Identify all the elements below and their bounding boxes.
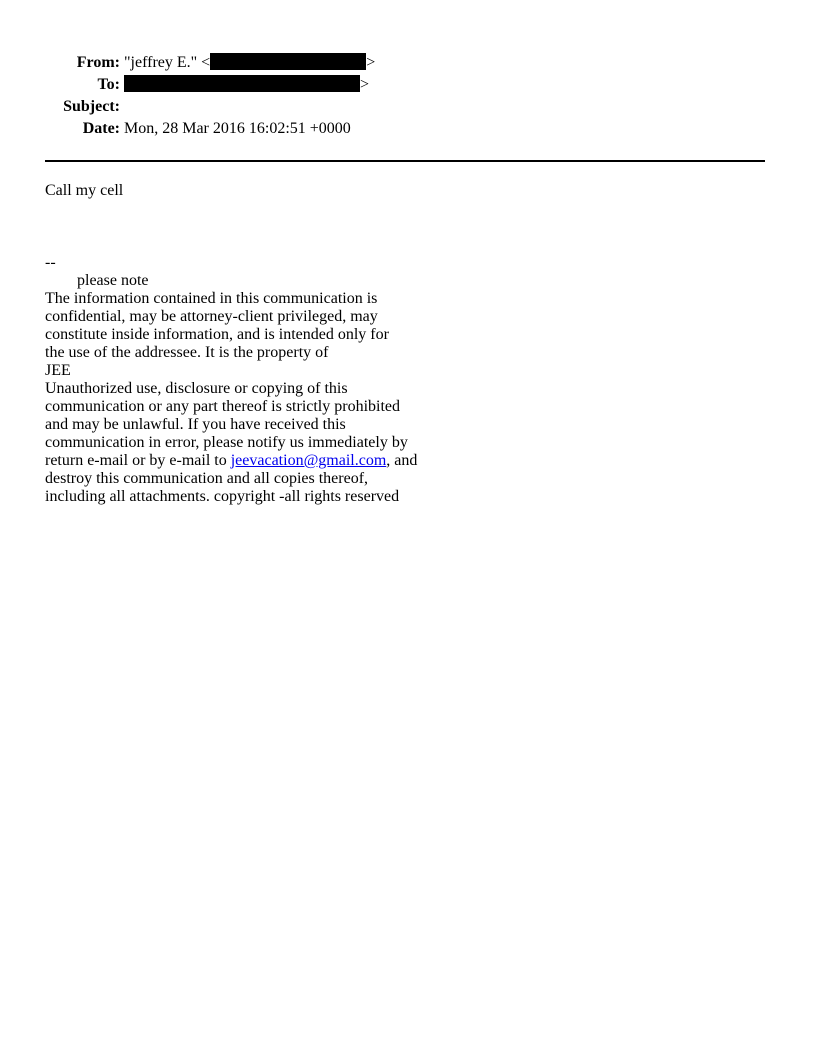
date-label: Date: <box>82 120 120 137</box>
disclaimer-line: the use of the addressee. It is the property of <box>45 344 329 361</box>
email-header <box>0 52 816 140</box>
redaction-box <box>124 75 360 92</box>
date-row <box>0 118 816 140</box>
redaction-box <box>210 53 366 70</box>
from-sender: "jeffrey E." < <box>124 54 211 71</box>
disclaimer-line: including all attachments. copyright -all rights reserved <box>45 488 400 505</box>
disclaimer-line: communication or any part thereof is strictly prohibited <box>45 398 401 415</box>
message-text: Call my cell <box>45 182 124 199</box>
disclaimer-line: Unauthorized use, disclosure or copying of this <box>45 380 348 397</box>
from-label: From: <box>76 54 120 71</box>
header-divider <box>45 160 765 162</box>
subject-row <box>0 96 816 118</box>
from-suffix: > <box>366 54 376 71</box>
to-row <box>0 74 816 96</box>
spacer <box>45 200 445 254</box>
date-value: Mon, 28 Mar 2016 16:02:51 +0000 <box>124 120 351 137</box>
disclaimer-link-line <box>45 452 445 470</box>
disclaimer-line: constitute inside information, and is intended only for <box>45 326 389 343</box>
signature-dash: -- <box>45 254 56 271</box>
disclaimer-line: destroy this communication and all copies thereof, <box>45 470 369 487</box>
email-body <box>45 182 445 506</box>
from-row <box>0 52 816 74</box>
disclaimer-line: communication in error, please notify us immediately by <box>45 434 408 451</box>
to-suffix: > <box>360 76 370 93</box>
from-value <box>124 52 375 74</box>
subject-label: Subject: <box>63 98 120 115</box>
note-heading: please note <box>77 272 149 289</box>
to-value <box>124 74 369 96</box>
link-prefix: return e-mail or by e-mail to <box>45 452 231 469</box>
disclaimer-line: confidential, may be attorney-client privileged, may <box>45 308 378 325</box>
to-label: To: <box>97 76 120 93</box>
disclaimer-line: JEE <box>45 362 71 379</box>
link-suffix: , and <box>386 452 418 469</box>
disclaimer-line: and may be unlawful. If you have received this <box>45 416 346 433</box>
disclaimer-line: The information contained in this communication is <box>45 290 378 307</box>
email-link[interactable]: jeevacation@gmail.com <box>230 452 387 469</box>
